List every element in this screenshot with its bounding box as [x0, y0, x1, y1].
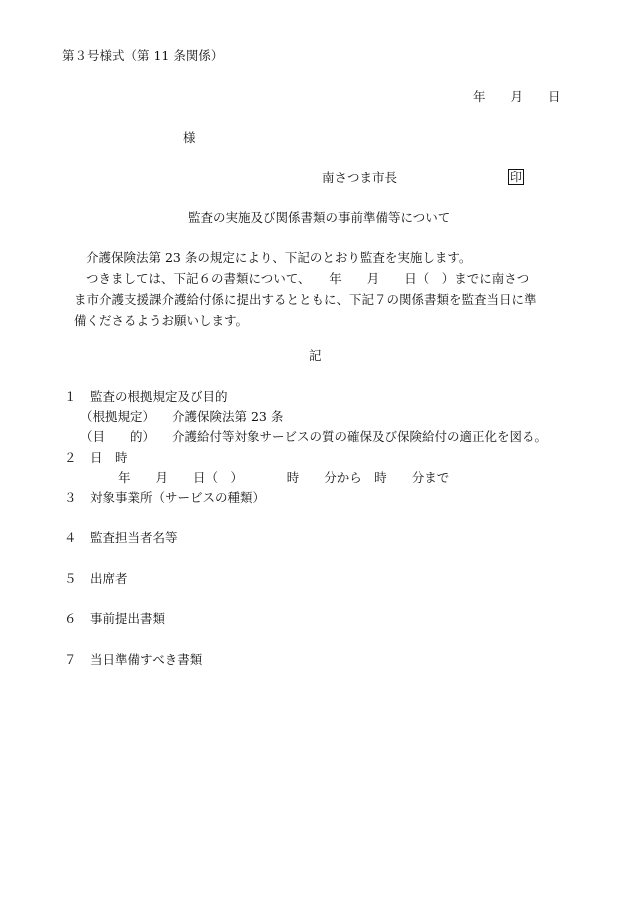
item-number: １ [64, 389, 77, 404]
date-line: 年 月 日 [473, 89, 561, 104]
body-paragraph-2-line-2: ま市介護支援課介護給付係に提出するとともに、下記７の関係書類を監査当日に準 [74, 292, 537, 307]
item-label: 対象事業所（サービスの種類） [90, 490, 266, 505]
item-number: ６ [64, 611, 77, 626]
item-number: ７ [64, 652, 77, 667]
seal-label: 印 [510, 170, 523, 184]
form-number: 第３号様式（第 11 条関係） [62, 48, 224, 63]
basis-value: 介護保険法第 23 条 [172, 409, 284, 424]
item-label: 事前提出書類 [90, 611, 166, 626]
item-number: ２ [64, 450, 77, 465]
item-number: ５ [64, 571, 77, 586]
item-number: ４ [64, 530, 77, 545]
purpose-label: （目 的） [80, 429, 156, 444]
item-label: 日 時 [90, 450, 128, 465]
addressee-suffix: 様 [183, 130, 196, 145]
item-label: 監査の根拠規定及び目的 [90, 389, 228, 404]
seal-mark [508, 169, 524, 185]
item-label: 当日準備すべき書類 [90, 652, 203, 667]
body-paragraph-1: 介護保険法第 23 条の規定により、下記のとおり監査を実施します。 [86, 250, 472, 265]
ki-heading: 記 [309, 348, 322, 363]
purpose-value: 介護給付等対象サービスの質の確保及び保険給付の適正化を図る。 [172, 429, 548, 444]
document-title: 監査の実施及び関係書類の事前準備等について [188, 210, 451, 225]
body-paragraph-2-line-3: 備くださるようお願いします。 [74, 313, 249, 328]
sender-name: 南さつま市長 [322, 170, 398, 185]
item-label: 監査担当者名等 [90, 530, 178, 545]
item-number: ３ [64, 490, 77, 505]
body-paragraph-2-line-1: つきましては、下記６の書類について、 年 月 日（ ）までに南さつ [86, 271, 530, 286]
item-label: 出席者 [90, 571, 128, 586]
datetime-line: 年 月 日（ ） 時 分から 時 分まで [118, 470, 450, 485]
basis-label: （根拠規定） [80, 409, 156, 424]
